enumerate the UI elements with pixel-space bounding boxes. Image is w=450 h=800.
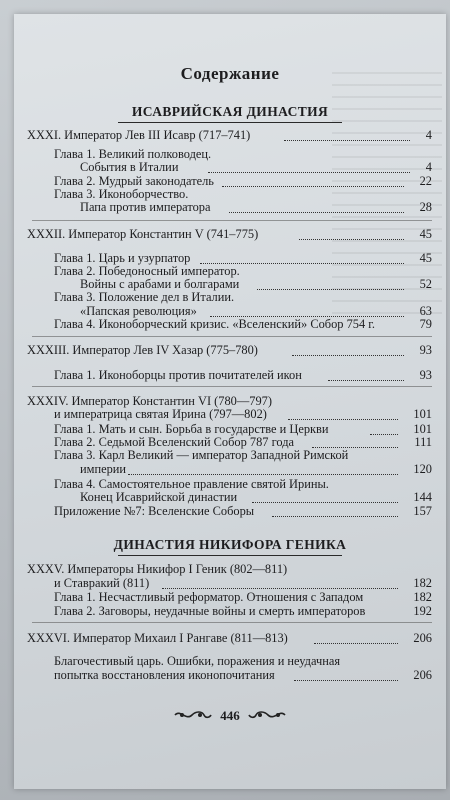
toc-entry: Глава 1. Великий полководец. — [54, 147, 212, 161]
toc-entry: Глава 1. Иконоборцы против почитателей икон — [54, 368, 302, 382]
toc-leader — [288, 419, 398, 420]
entry-separator — [32, 386, 432, 387]
toc-entry: попытка восстановления иконопочитания — [54, 668, 275, 682]
toc-entry: Глава 2. Победоносный император. — [54, 264, 240, 278]
toc-leader — [222, 186, 404, 187]
section-rule — [118, 122, 342, 123]
toc-entry: Глава 2. Седьмой Вселенский Собор 787 года — [54, 435, 295, 449]
toc-leader — [328, 380, 404, 381]
toc-entry: Благочестивый царь. Ошибки, поражения и неудачная — [54, 654, 341, 668]
toc-page: 52 — [419, 277, 432, 291]
section-heading-isaurian: ИСАВРИЙСКАЯ ДИНАСТИЯ — [131, 104, 329, 119]
toc-entry: Папа против императора — [80, 200, 211, 214]
toc-entry: и императрица святая Ирина (797—802) — [54, 407, 267, 421]
ornament-right-icon — [248, 709, 286, 721]
toc-page: 144 — [413, 490, 432, 504]
toc-page: 120 — [413, 462, 432, 476]
section-heading-nikephoros: ДИНАСТИЯ НИКИФОРА ГЕНИКА — [113, 537, 347, 552]
toc-page: 192 — [413, 604, 432, 618]
toc-page: 157 — [413, 504, 432, 518]
toc-entry: XXXIV. Император Константин VI (780—797) — [27, 394, 272, 408]
toc-entry: Глава 3. Иконоборчество. — [54, 187, 189, 201]
toc-leader — [257, 289, 404, 290]
toc-page: 111 — [414, 435, 432, 449]
page-title: Содержание — [180, 64, 280, 83]
toc-entry: XXXVI. Император Михаил I Рангаве (811—813) — [27, 631, 288, 645]
toc-entry: XXXV. Императоры Никифор I Геник (802—811) — [27, 562, 288, 576]
toc-entry: Глава 1. Мать и сын. Борьба в государстве и Церкви — [54, 422, 329, 436]
toc-leader — [299, 239, 404, 240]
toc-page: 4 — [425, 128, 432, 142]
toc-page: 182 — [413, 576, 432, 590]
toc-entry: Войны с арабами и болгарами — [80, 277, 240, 291]
page-number: 446 — [220, 708, 240, 723]
toc-entry: Глава 3. Карл Великий — император Западной Римской — [54, 448, 349, 462]
toc-entry: Глава 1. Царь и узурпатор — [54, 251, 191, 265]
toc-entry: империи — [80, 462, 127, 476]
toc-page: 63 — [419, 304, 432, 318]
entry-separator — [32, 336, 432, 337]
toc-leader — [292, 355, 404, 356]
toc-entry: XXXI. Император Лев III Исавр (717–741) — [27, 128, 251, 142]
book-page — [14, 14, 446, 789]
entry-separator — [32, 622, 432, 623]
toc-leader — [208, 172, 410, 173]
toc-leader — [370, 434, 398, 435]
section-rule — [118, 555, 342, 556]
toc-entry: Глава 2. Заговоры, неудачные войны и смерть императоров — [54, 604, 366, 618]
toc-page: 4 — [425, 160, 432, 174]
toc-page: 182 — [413, 590, 432, 604]
toc-entry: Конец Исаврийской династии — [80, 490, 238, 504]
toc-entry: События в Италии — [80, 160, 179, 174]
entry-separator — [32, 220, 432, 221]
toc-page: 93 — [419, 368, 432, 382]
toc-entry: XXXIII. Император Лев IV Хазар (775–780) — [27, 343, 258, 357]
ornament-left-icon — [174, 709, 212, 721]
toc-leader — [162, 588, 398, 589]
toc-page: 28 — [419, 200, 432, 214]
toc-page: 206 — [413, 668, 432, 682]
toc-entry: Глава 3. Положение дел в Италии. — [54, 290, 235, 304]
toc-entry: «Папская революция» — [80, 304, 197, 318]
toc-leader — [252, 502, 398, 503]
toc-entry: Приложение №7: Вселенские Соборы — [54, 504, 255, 518]
page-footer — [14, 706, 446, 726]
toc-leader — [294, 680, 398, 681]
toc-entry: XXXII. Император Константин V (741–775) — [27, 227, 259, 241]
toc-page: 79 — [419, 317, 432, 331]
toc-page: 101 — [413, 422, 432, 436]
toc-leader — [229, 212, 404, 213]
toc-entry: и Ставракий (811) — [54, 576, 150, 590]
toc-page: 93 — [419, 343, 432, 357]
toc-page: 22 — [419, 174, 432, 188]
toc-entry: Глава 4. Иконоборческий кризис. «Вселенский» Собор 754 г. — [54, 317, 376, 331]
toc-page: 45 — [419, 251, 432, 265]
toc-leader — [314, 643, 398, 644]
toc-entry: Глава 2. Мудрый законодатель — [54, 174, 214, 188]
toc-leader — [284, 140, 410, 141]
toc-entry: Глава 4. Самостоятельное правление святой Ирины. — [54, 477, 329, 491]
toc-entry: Глава 1. Несчастливый реформатор. Отношения с Западом — [54, 590, 364, 604]
toc-page: 101 — [413, 407, 432, 421]
toc-leader — [272, 516, 398, 517]
toc-page: 206 — [413, 631, 432, 645]
toc-page: 45 — [419, 227, 432, 241]
toc-leader — [128, 474, 398, 475]
